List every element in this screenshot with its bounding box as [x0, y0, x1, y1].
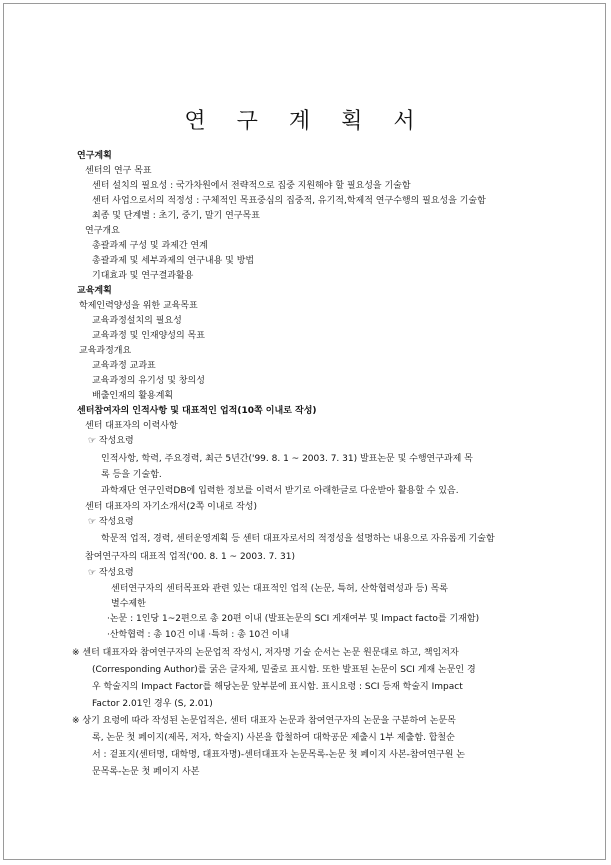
document-line: 센터의 연구 목표 [85, 166, 152, 176]
document-line: 센터 사업으로서의 적정성 : 구체적인 목표중심의 집중적, 유기적,학제적 연구수행의 필요성을 기술함 [92, 196, 486, 206]
document-line: 배출인재의 활용계획 [92, 391, 174, 401]
document-line: ※ 상기 요령에 따라 작성된 논문업적은, 센터 대표자 논문과 참여연구자의 논문을 구분하여 논문목 [72, 716, 456, 726]
document-line: 기대효과 및 연구결과활용 [92, 271, 194, 281]
document-line: 학제인력양성을 위한 교육목표 [79, 301, 198, 311]
document-line: 센터연구자의 센터목표와 관련 있는 대표적인 업적 (논문, 특허, 산학협력성과 등) 목록 [111, 584, 448, 594]
document-line: ☞ 작성요령 [88, 568, 134, 578]
document-line: ·논문 : 1인당 1~2편으로 총 20편 이내 (발표논문의 SCI 게재여부 및 Impact facto를 기재함) [107, 614, 480, 624]
document-line: 참여연구자의 대표적 업적('00. 8. 1 ~ 2003. 7. 31) [85, 552, 295, 562]
document-line: 센터 대표자의 자기소개서(2쪽 이내로 작성) [85, 502, 257, 512]
document-line: 연구계획 [77, 151, 112, 161]
document-line: 우 학술지의 Impact Factor를 해당논문 앞부분에 표시함. 표시요령 : SCI 등재 학술지 Impact [92, 682, 463, 692]
document-line: (Corresponding Author)를 굵은 글자체, 밑줄로 표시함. 또한 발표된 논문이 SCI 게재 논문인 경 [92, 665, 476, 675]
document-line: 교육과정의 유기성 및 창의성 [92, 376, 205, 386]
document-line: 과학재단 연구인력DB에 입력한 정보를 이력서 받기로 아래한글로 다운받아 활용할 수 있음. [101, 486, 459, 496]
document-line: 센터 설치의 필요성 : 국가차원에서 전략적으로 집중 지원해야 할 필요성을 기술함 [92, 181, 411, 191]
document-line: 연구개요 [85, 226, 120, 236]
document-line: 센터참여자의 인적사항 및 대표적인 업적(10쪽 이내로 작성) [77, 406, 317, 416]
document-line: ☞ 작성요령 [88, 436, 134, 446]
document-line: ·산학협력 : 총 10건 이내 ·특허 : 총 10건 이내 [107, 630, 290, 640]
document-line: 총괄과제 구성 및 과제간 연계 [92, 241, 208, 251]
document-line: 센터 대표자의 이력사항 [85, 421, 178, 431]
document-line: 교육과정설치의 필요성 [92, 316, 182, 326]
document-line: 최종 및 단계별 : 초기, 중기, 말기 연구목표 [92, 211, 260, 221]
document-line: 별수제한 [111, 599, 146, 609]
document-line: ※ 센터 대표자와 참여연구자의 논문업적 작성시, 저자명 기술 순서는 논문 원문대로 하고, 책임저자 [72, 648, 459, 658]
document-line: 인적사항, 학력, 주요경력, 최근 5년간('99. 8. 1 ~ 2003. 7. 31) 발표논문 및 수행연구과제 목 [101, 454, 473, 464]
document-line: 교육과정 교과표 [92, 361, 156, 371]
document-line: Factor 2.01인 경우 (S, 2.01) [92, 699, 213, 709]
document-line: 록 등을 기술함. [101, 470, 162, 480]
document-line: 록, 논문 첫 페이지(제목, 저자, 학술지) 사본을 합철하여 대학공문 제출시 1부 제출함. 합철순 [92, 733, 455, 743]
document-line: ☞ 작성요령 [88, 517, 134, 527]
document-line: 교육과정개요 [79, 346, 132, 356]
document-line: 문목록-논문 첫 페이지 사본 [92, 767, 200, 777]
document-title: 연 구 계 획 서 [184, 109, 427, 134]
document-line: 총괄과제 및 세부과제의 연구내용 및 방법 [92, 256, 255, 266]
document-line: 교육과정 및 인재양성의 목표 [92, 331, 205, 341]
document-line: 학문적 업적, 경력, 센터운영계획 등 센터 대표자로서의 적정성을 설명하는 내용으로 자유롭게 기술함 [101, 534, 495, 544]
document-line: 서 : 겉표지(센터명, 대학명, 대표자명)-센터대표자 논문목록-논문 첫 페이지 사본-참여연구원 논 [92, 750, 465, 760]
document-line: 교육계획 [77, 286, 112, 296]
